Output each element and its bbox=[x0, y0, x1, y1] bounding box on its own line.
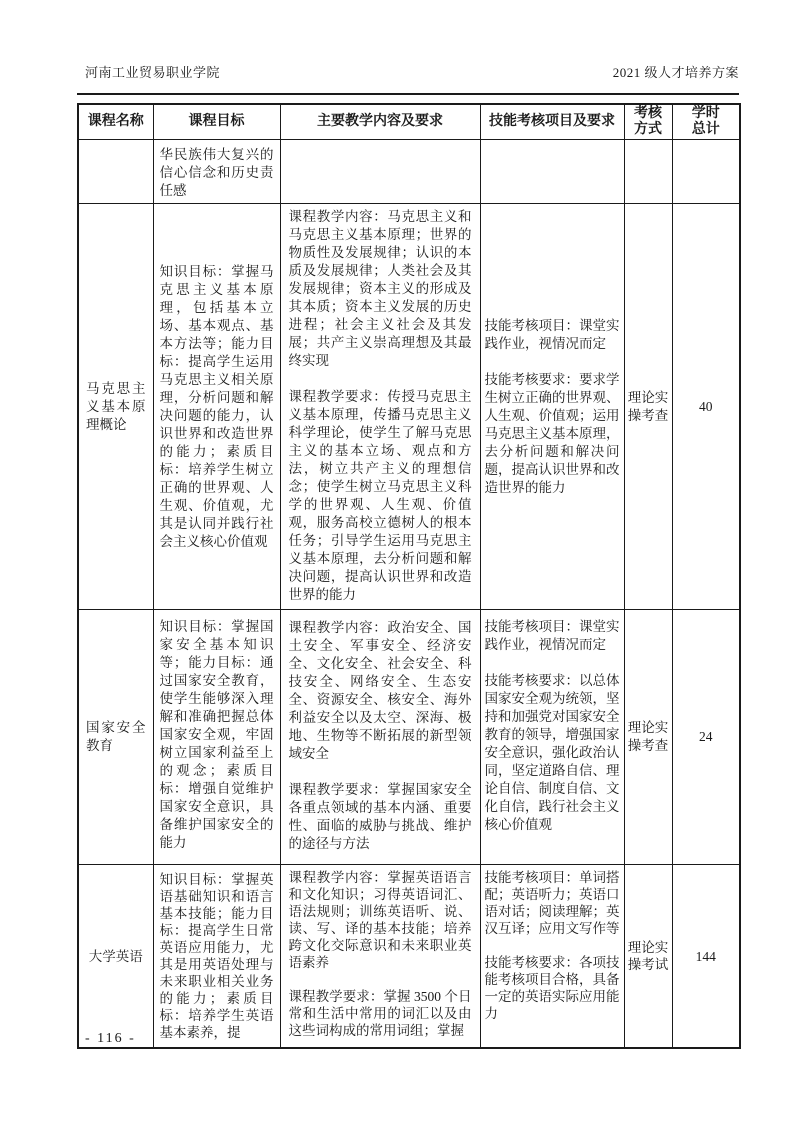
content-cell bbox=[280, 140, 480, 204]
course-row-national-security bbox=[78, 610, 740, 865]
page-header bbox=[77, 62, 739, 81]
hours-cell: 24 bbox=[672, 610, 740, 865]
course-name-cell: 马克思主义基本原理概论 bbox=[78, 204, 153, 610]
method-cell: 理论实操考查 bbox=[624, 610, 672, 865]
hours-cell: 144 bbox=[672, 865, 740, 1049]
col-header-course-name: 课程名称 bbox=[78, 104, 153, 140]
objectives-cell: 华民族伟大复兴的信心信念和历史责任感 bbox=[153, 140, 280, 204]
course-row-marxism bbox=[78, 204, 740, 610]
content-cell: 课程教学内容：掌握英语语言和文化知识；习得英语词汇、语法规则；训练英语听、说、读、写、译的基本技能；培养跨文化交际意识和未来职业英语素养 课程教学要求：掌握 3500 个日常和生活中常用的词汇以及由这些词构成的常用词组；掌握 bbox=[280, 865, 480, 1049]
table-header-row bbox=[78, 104, 740, 140]
header-rule bbox=[77, 93, 739, 95]
col-header-content: 主要教学内容及要求 bbox=[280, 104, 480, 140]
course-name-cell bbox=[78, 140, 153, 204]
col-header-hours: 学时总计 bbox=[672, 104, 740, 140]
method-cell: 理论实操考试 bbox=[624, 865, 672, 1049]
skill-cell: 技能考核项目：单词搭配；英语听力；英语口语对话；阅读理解；英汉互译；应用文写作等 技能考核要求：各项技能考核项目合格，具备一定的英语实际应用能力 bbox=[480, 865, 624, 1049]
courses-table bbox=[77, 103, 741, 1049]
skill-cell: 技能考核项目：课堂实践作业，视情况而定 技能考核要求：要求学生树立正确的世界观、人生观、价值观；运用马克思主义基本原理，去分析问题和解决问题，提高认识世界和改造世界的能力 bbox=[480, 204, 624, 610]
col-header-skill: 技能考核项目及要求 bbox=[480, 104, 624, 140]
hours-cell: 40 bbox=[672, 204, 740, 610]
school-name: 河南工业贸易职业学院 bbox=[85, 65, 221, 80]
skill-cell: 技能考核项目：课堂实践作业，视情况而定 技能考核要求：以总体国家安全观为统领，坚持和加强党对国家安全教育的领导，增强国家安全意识，强化政治认同，坚定道路自信、理论自信、制度自信、文化自信，践行社会主义核心价值观 bbox=[480, 610, 624, 865]
page-number: - 116 - bbox=[85, 1031, 136, 1046]
objectives-cell: 知识目标：掌握英语基础知识和语言基本技能；能力目标：提高学生日常英语应用能力，尤其是用英语处理与未来职业相关业务的能力；素质目标：培养学生英语基本素养，提 bbox=[153, 865, 280, 1049]
objectives-cell: 知识目标：掌握国家安全基本知识等；能力目标：通过国家安全教育，使学生能够深入理解和准确把握总体国家安全观，牢固树立国家利益至上的观念；素质目标：增强自觉维护国家安全意识，具备维护国家安全的能力 bbox=[153, 610, 280, 865]
hours-cell bbox=[672, 140, 740, 204]
col-header-objectives: 课程目标 bbox=[153, 104, 280, 140]
content-cell: 课程教学内容：马克思主义和马克思主义基本原理；世界的物质性及发展规律；认识的本质及发展规律；人类社会及其发展规律；资本主义的形成及其本质；资本主义发展的历史进程；社会主义社会及其发展；共产主义崇高理想及其最终实现 课程教学要求：传授马克思主义基本原理，传播马克思主义科学理论，使学生了解马克思主义的基本立场、观点和方法，树立共产主义的理想信念；使学生树立马克思主义科学的世界观、人生观、价值观，服务高校立德树人的根本任务；引导学生运用马克思主义基本原理，去分析问题和解决问题，提高认识世界和改造世界的能力 bbox=[280, 204, 480, 610]
course-name-cell: 国家安全教育 bbox=[78, 610, 153, 865]
method-cell: 理论实操考查 bbox=[624, 204, 672, 610]
content-cell: 课程教学内容：政治安全、国土安全、军事安全、经济安全、文化安全、社会安全、科技安全、网络安全、生态安全、资源安全、核安全、海外利益安全以及太空、深海、极地、生物等不断拓展的新型领域安全 课程教学要求：掌握国家安全各重点领域的基本内涵、重要性、面临的威胁与挑战、维护的途径与方法 bbox=[280, 610, 480, 865]
col-header-method: 考核方式 bbox=[624, 104, 672, 140]
skill-cell bbox=[480, 140, 624, 204]
course-row-college-english bbox=[78, 865, 740, 1049]
course-name-cell: 大学英语 bbox=[78, 865, 153, 1049]
method-cell bbox=[624, 140, 672, 204]
plan-title: 2021 级人才培养方案 bbox=[612, 65, 739, 80]
course-row-continued bbox=[78, 140, 740, 204]
objectives-cell: 知识目标：掌握马克思主义基本原理，包括基本立场、基本观点、基本方法等；能力目标：提高学生运用马克思主义相关原理，分析问题和解决问题的能力，认识世界和改造世界的能力；素质目标：培养学生树立正确的世界观、人生观、价值观，尤其是认同并践行社会主义核心价值观 bbox=[153, 204, 280, 610]
